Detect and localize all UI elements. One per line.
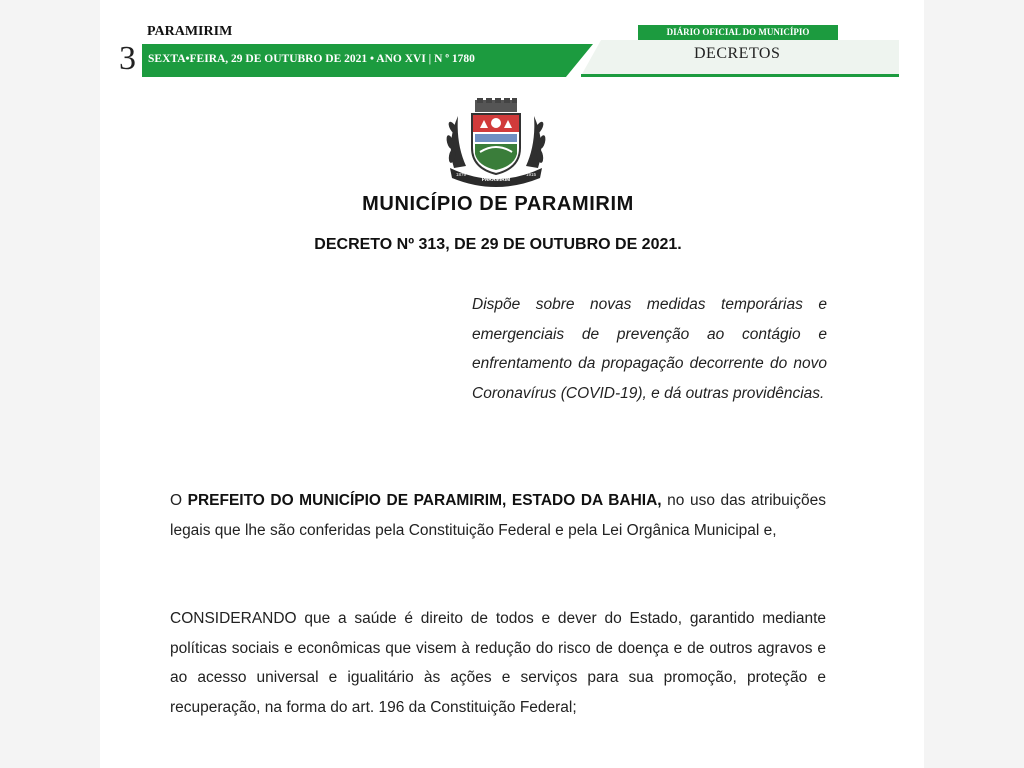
section-label: DECRETOS [694,45,781,62]
city-header: PARAMIRIM [147,24,233,39]
section-underline [581,74,899,77]
preamble-authority: PREFEITO DO MUNICÍPIO DE PARAMIRIM, ESTADO DA BAHIA, [187,492,662,509]
svg-text:PARAMIRIM: PARAMIRIM [481,177,511,183]
decree-number: DECRETO Nº 313, DE 29 DE OUTUBRO DE 2021. [314,236,682,253]
considerando-paragraph: CONSIDERANDO que a saúde é direito de todos e dever do Estado, garantido mediante políticas sociais e econômicas que visem à redução do risco de doença e de outros agravos e ao acesso universal e igualitário às ações e serviços para sua promoção, proteção e recuperação, na forma do art. 196 da Constituição Federal; [170,610,826,716]
preamble-paragraph [170,486,826,545]
preamble-text: no uso das atribuições legais que lhe são conferidas pela Constituição Federal e pela Lei Orgânica Municipal e, [170,492,826,539]
decree-summary: Dispõe sobre novas medidas temporárias e emergenciais de prevenção ao contágio e enfrentamento da propagação decorrente do novo Coronavírus (COVID-19), e dá outras providências. [472,296,827,402]
municipality-title: MUNICÍPIO DE PARAMIRIM [362,193,634,215]
svg-text:1879: 1879 [455,172,467,177]
edition-date-line: SEXTA•FEIRA, 29 DE OUTUBRO DE 2021 • ANO XVI | N º 1780 [148,53,475,65]
coat-of-arms-icon [444,98,548,188]
svg-text:1915: 1915 [525,172,537,177]
document-page [100,0,924,768]
page-number: 3 [119,40,136,77]
publication-label: DIÁRIO OFICIAL DO MUNICÍPIO [638,25,838,40]
preamble-prefix: O [170,492,188,509]
